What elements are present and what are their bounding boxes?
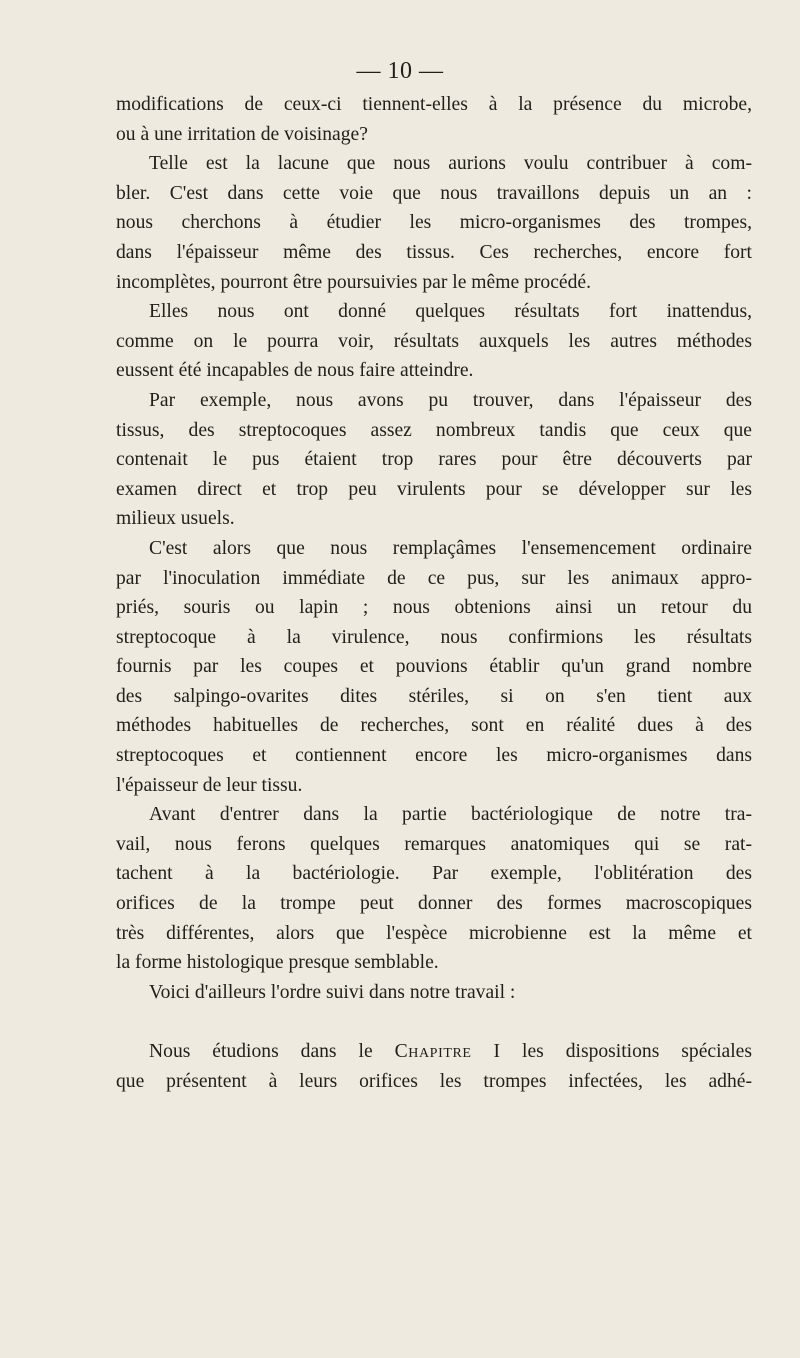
text-line: streptocoque à la virulence, nous confirmions les résultats [116, 626, 752, 648]
text-line: fournis par les coupes et pouvions établir qu'un grand nombre [116, 656, 752, 678]
text-line: dans l'épaisseur même des tissus. Ces recherches, encore fort [116, 241, 752, 263]
text-line: orifices de la trompe peut donner des formes macroscopiques [116, 893, 752, 915]
text-line: priés, souris ou lapin ; nous obtenions ainsi un retour du [116, 597, 752, 619]
text-line: tissus, des streptocoques assez nombreux tandis que ceux que [116, 419, 752, 441]
text-line: Elles nous ont donné quelques résultats fort inattendus, [149, 301, 752, 323]
paragraph-gap [116, 1007, 752, 1037]
text-line: par l'inoculation immédiate de ce pus, sur les animaux appro- [116, 567, 752, 589]
body-text [116, 90, 752, 1096]
text-line: contenait le pus étaient trop rares pour être découverts par [116, 449, 752, 471]
text-line [116, 1037, 752, 1067]
text-line: la forme histologique presque semblable. [116, 952, 439, 974]
text-line: Voici d'ailleurs l'ordre suivi dans notre travail : [149, 981, 516, 1003]
text-line: Telle est la lacune que nous aurions voulu contribuer à com- [149, 153, 752, 175]
text-fragment: Nous étudions dans le [149, 1041, 373, 1062]
text-line: méthodes habituelles de recherches, sont en réalité dues à des [116, 715, 752, 737]
text-line: eussent été incapables de nous faire atteindre. [116, 360, 474, 382]
text-line: très différentes, alors que l'espèce microbienne est la même et [116, 922, 752, 944]
text-line: nous cherchons à étudier les micro-organismes des trompes, [116, 212, 752, 234]
text-line: des salpingo-ovarites dites stériles, si on s'en tient aux [116, 685, 752, 707]
text-line: examen direct et trop peu virulents pour se développer sur les [116, 478, 752, 500]
text-line: ou à une irritation de voisinage? [116, 123, 368, 145]
text-line: C'est alors que nous remplaçâmes l'ensemencement ordinaire [149, 537, 752, 559]
page-number: — 10 — [356, 58, 444, 84]
paragraph-lines [116, 90, 752, 1007]
text-line: Par exemple, nous avons pu trouver, dans l'épaisseur des [149, 389, 752, 411]
text-line: Avant d'entrer dans la partie bactériologique de notre tra- [149, 804, 752, 826]
text-line: comme on le pourra voir, résultats auxquels les autres méthodes [116, 330, 752, 352]
text-line: streptocoques et contiennent encore les micro-organismes dans [116, 745, 752, 767]
text-line: tachent à la bactériologie. Par exemple, l'oblitération des [116, 863, 752, 885]
text-line: incomplètes, pourront être poursuivies par le même procédé. [116, 271, 591, 293]
text-line: modifications de ceux-ci tiennent-elles à la présence du microbe, [116, 94, 752, 115]
text-line: l'épaisseur de leur tissu. [116, 774, 303, 796]
text-line: vail, nous ferons quelques remarques anatomiques qui se rat- [116, 833, 752, 855]
text-fragment: I les dispositions spéciales [493, 1041, 752, 1062]
text-line: bler. C'est dans cette voie que nous travaillons depuis un an : [116, 182, 752, 204]
chapter-label: Chapitre [394, 1041, 472, 1062]
text-line: milieux usuels. [116, 508, 235, 530]
text-line: que présentent à leurs orifices les trompes infectées, les adhé- [116, 1070, 752, 1092]
